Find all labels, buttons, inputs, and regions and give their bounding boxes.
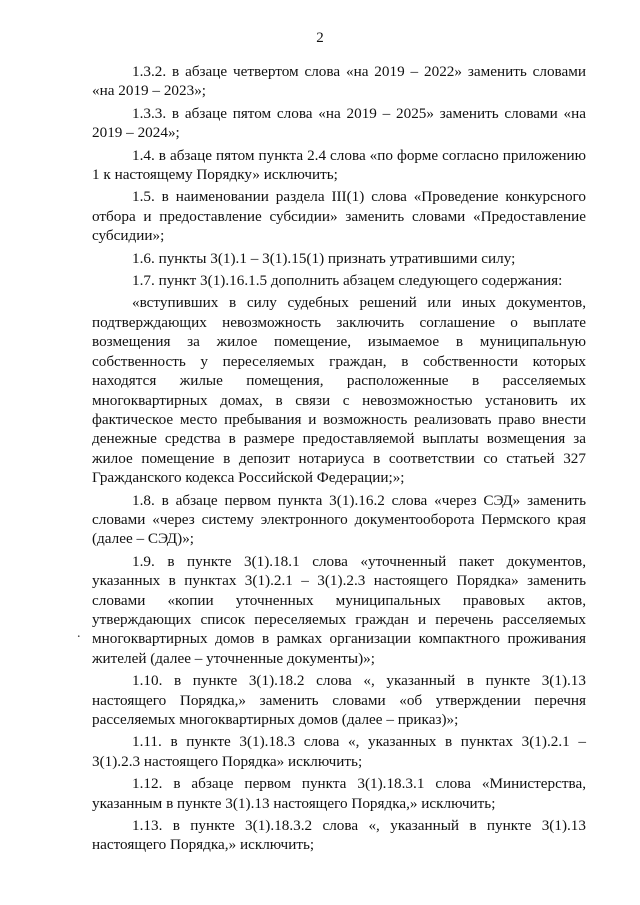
paragraph-1-11: 1.11. в пункте 3(1).18.3 слова «, указанных в пунктах 3(1).2.1 – 3(1).2.3 настоящего Порядка» исключить; xyxy=(92,733,586,770)
paragraph-1-13: 1.13. в пункте 3(1).18.3.2 слова «, указанный в пункте 3(1).13 настоящего Порядка,» исключить; xyxy=(92,817,586,854)
paragraph-1-5: 1.5. в наименовании раздела III(1) слова «Проведение конкурсного отбора и предоставление субсидии» заменить словами «Предоставление субсидии»; xyxy=(92,188,586,245)
margin-mark: . xyxy=(77,626,81,641)
paragraph-1-10: 1.10. в пункте 3(1).18.2 слова «, указанный в пункте 3(1).13 настоящего Порядка,» заменить словами «об утверждении перечня расселяемых многоквартирных домов (далее – приказ)»; xyxy=(92,672,586,728)
paragraph-quoted-insert: «вступивших в силу судебных решений или иных документов, подтверждающих невозможность заключить соглашение о выплате возмещения за жилое помещение, изымаемое в муниципальную собственность у переселяемых граждан, в собственности которых находятся жилые помещения, расположенные в расселяемых многоквартирных домах, в связи с невозможностью установить их фактическое место пребывания и возможность реализовать право внести денежные средства в размере предоставляемой выплаты возмещения за жилое помещение в депозит нотариуса в соответствии со статьей 327 Гражданского кодекса Российской Федерации;»; xyxy=(92,294,586,487)
paragraph-1-8: 1.8. в абзаце первом пункта 3(1).16.2 слова «через СЭД» заменить словами «через систему электронного документооборота Пермского края (далее – СЭД)»; xyxy=(92,491,586,548)
paragraph-1-3-3: 1.3.3. в абзаце пятом слова «на 2019 – 2025» заменить словами «на 2019 – 2024»; xyxy=(92,104,586,142)
paragraph-1-7: 1.7. пункт 3(1).16.1.5 дополнить абзацем следующего содержания: xyxy=(132,272,563,290)
document-body xyxy=(92,62,586,855)
paragraph-1-4: 1.4. в абзаце пятом пункта 2.4 слова «по форме согласно приложению 1 к настоящему Порядку» исключить; xyxy=(92,146,586,184)
paragraph-1-6: 1.6. пункты 3(1).1 – 3(1).15(1) признать утратившими силу; xyxy=(132,249,516,267)
page-number: 2 xyxy=(316,30,324,46)
paragraph-1-3-2: 1.3.2. в абзаце четвертом слова «на 2019 – 2022» заменить словами «на 2019 – 2023»; xyxy=(92,63,586,100)
paragraph-1-9: 1.9. в пункте 3(1).18.1 слова «уточненный пакет документов, указанных в пунктах 3(1).2.1 – 3(1).2.3 настоящего Порядка» заменить словами «копии уточненных муниципальных правовых актов, утверждающих список переселяемых граждан и перечень расселяемых многоквартирных домов в рамках организации компактного проживания жителей (далее – уточненные документы)»; xyxy=(92,552,586,667)
paragraph-1-12: 1.12. в абзаце первом пункта 3(1).18.3.1 слова «Министерства, указанным в пункте 3(1).13 настоящего Порядка,» исключить; xyxy=(92,775,586,812)
